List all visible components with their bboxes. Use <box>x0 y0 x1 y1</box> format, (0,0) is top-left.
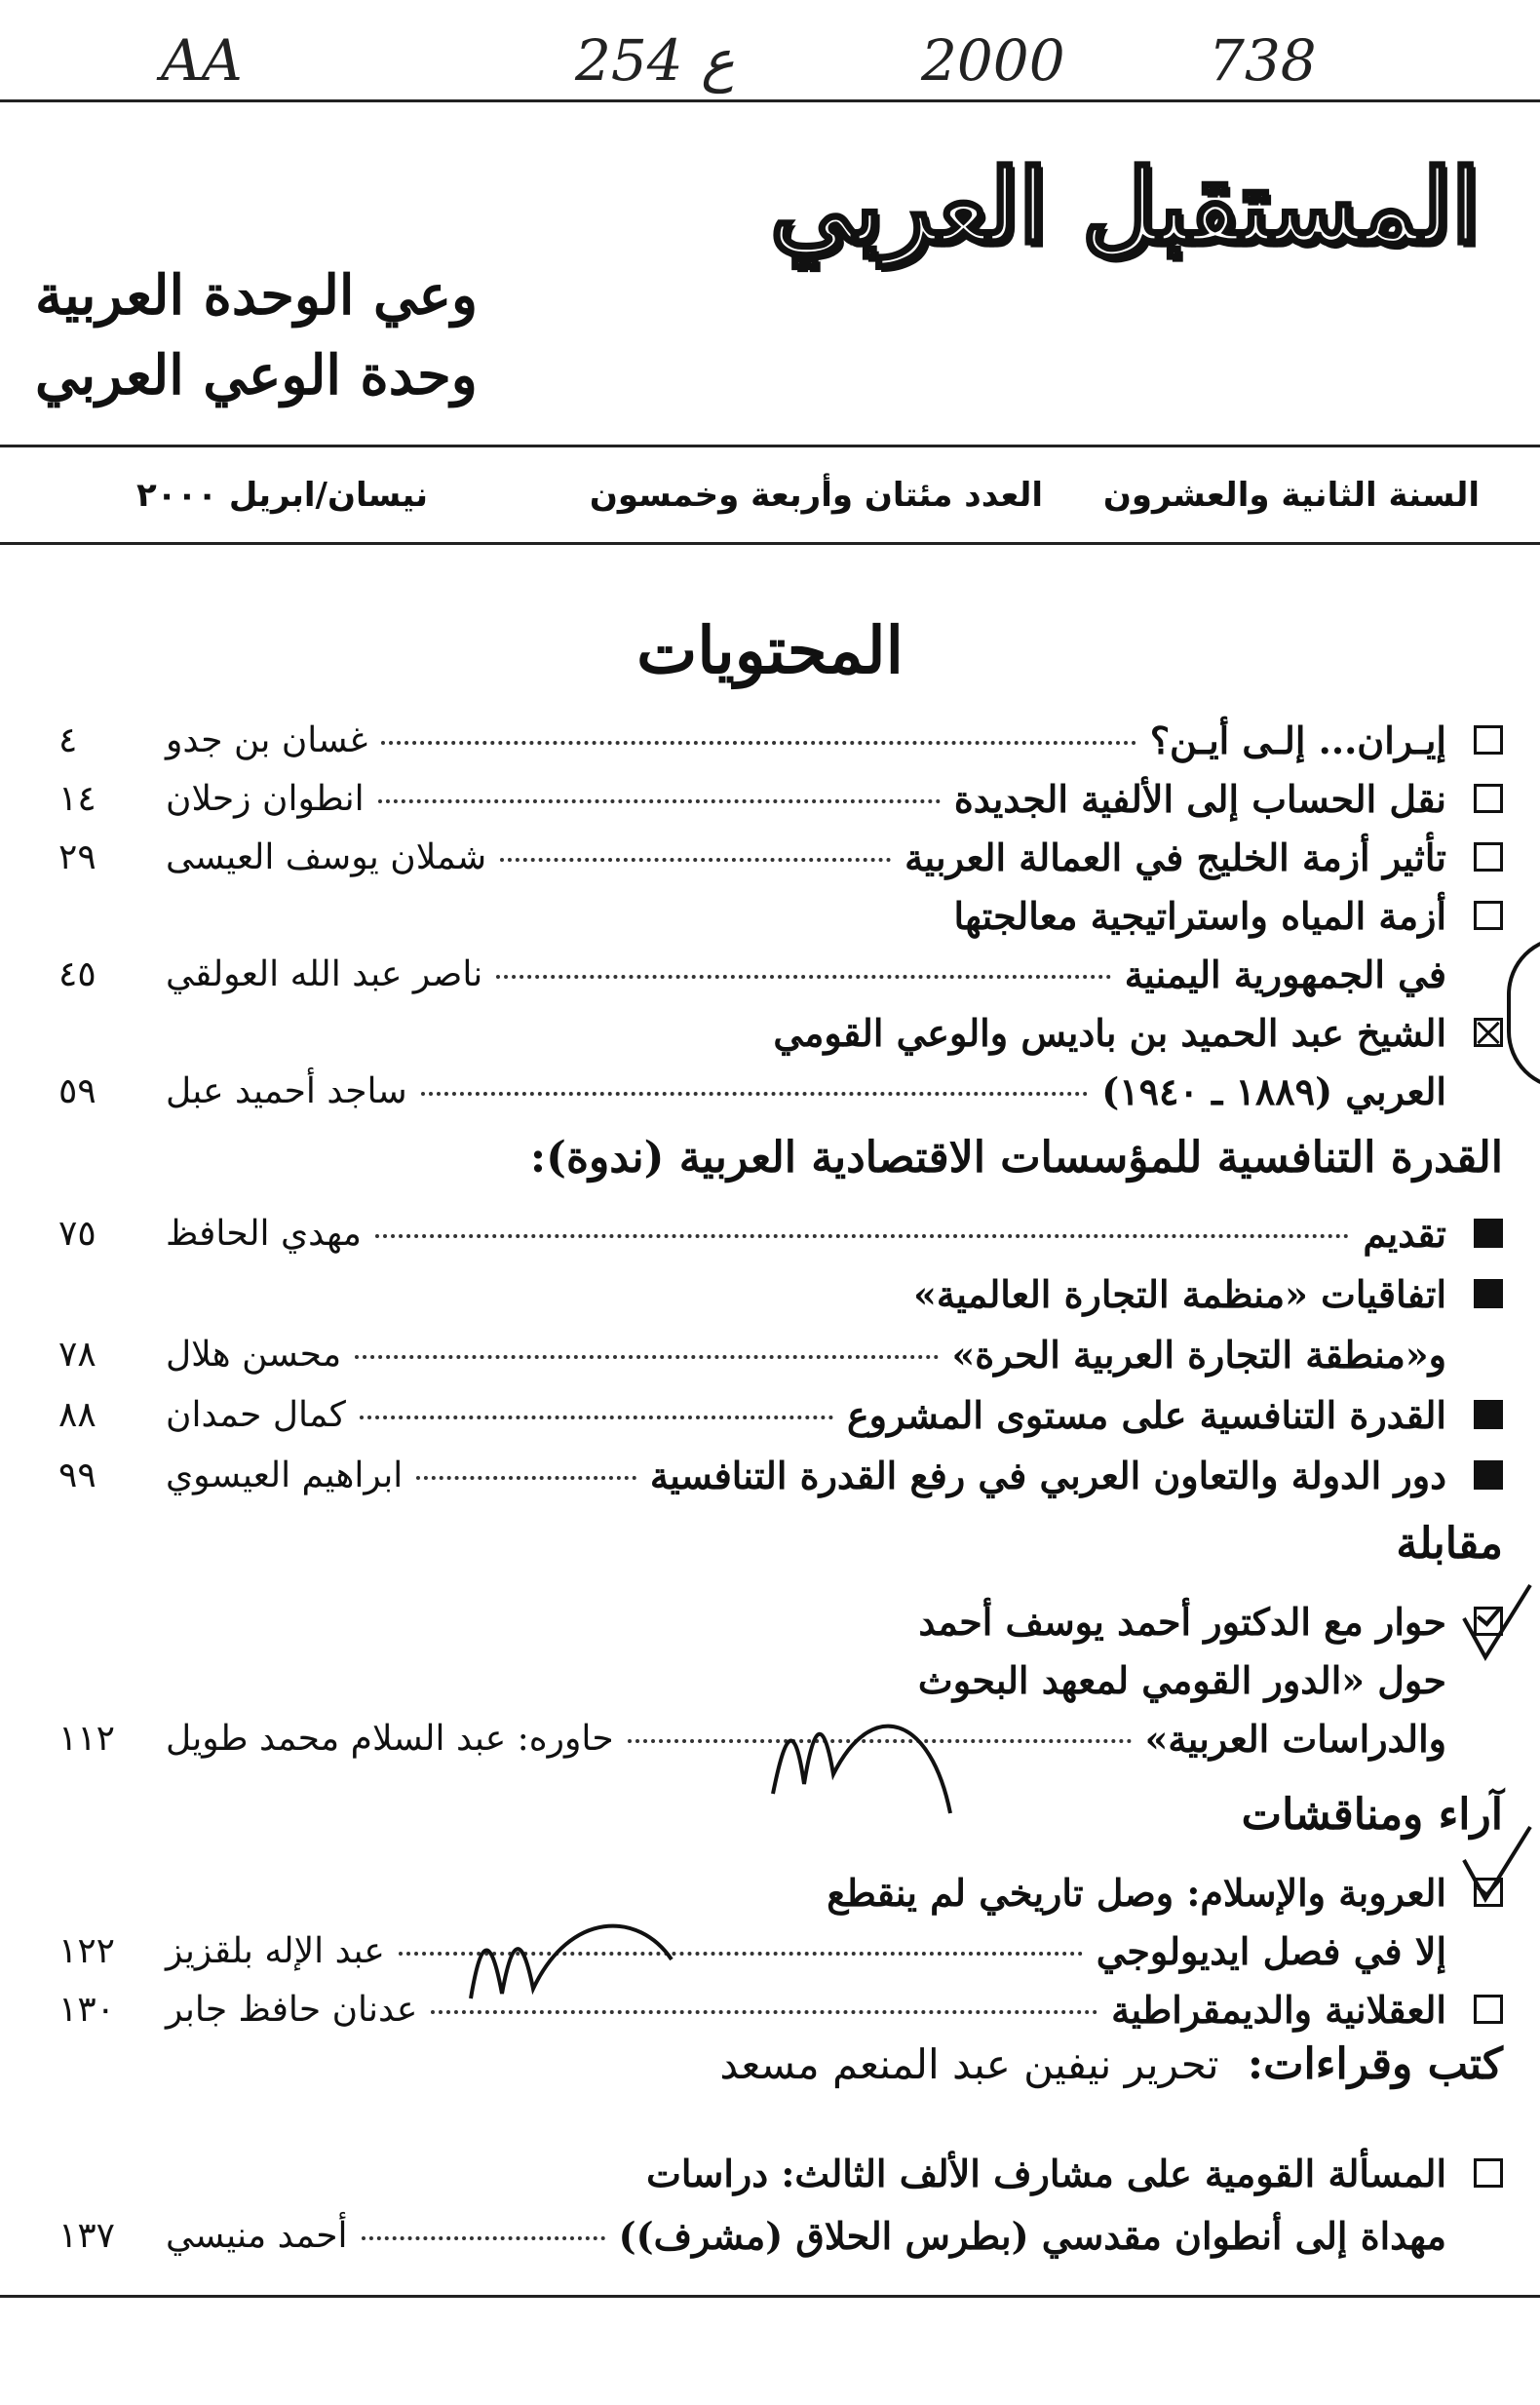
entry-author: ناصر عبد الله العولقي <box>166 954 483 994</box>
entry-title: أزمة المياه واستراتيجية معالجتها <box>953 894 1446 938</box>
dotted-leader <box>431 2010 1097 2014</box>
issue-date: نيسان/ابريل ٢٠٠٠ <box>136 476 428 515</box>
toc-entry <box>58 829 1503 887</box>
entry-title: مهداة إلى أنطوان مقدسي (بطرس الحلاق (مشرف)) <box>618 2214 1446 2258</box>
entry-title: القدرة التنافسية على مستوى المشروع <box>846 1393 1446 1437</box>
dotted-leader <box>375 1234 1349 1238</box>
entry-title: في الجمهورية اليمنية <box>1124 952 1446 996</box>
entry-author: غسان بن جدو <box>166 720 368 760</box>
dotted-leader <box>496 975 1110 979</box>
journal-masthead: المستقبل العربي <box>770 146 1480 266</box>
entry-title: العروبة والإسلام: وصل تاريخي لم ينقطع <box>827 1871 1446 1915</box>
dotted-leader <box>381 741 1136 745</box>
entry-page-number: ٨٨ <box>58 1395 96 1435</box>
handwritten-note-3: 2000 <box>921 27 1065 94</box>
toc-entry <box>58 1922 1503 1981</box>
checkbox-icon <box>1474 2158 1503 2188</box>
entry-title: حوار مع الدكتور أحمد يوسف أحمد <box>918 1600 1446 1644</box>
margin-bracket-mark <box>1507 936 1540 1090</box>
margin-check-mark-1 <box>1456 1579 1534 1667</box>
entry-title: إلا في فصل ايديولوجي <box>1096 1929 1446 1973</box>
entry-title: المسألة القومية على مشارف الألف الثالث: دراسات <box>646 2152 1446 2195</box>
handwritten-note-2: 254 ع <box>575 27 735 94</box>
entry-title: إيـران... إلـى أيـن؟ <box>1149 718 1446 762</box>
toc-entry <box>58 2145 1503 2203</box>
entry-page-number: ١٣٠ <box>58 1990 116 2030</box>
entry-author: ساجد أحميد عبل <box>166 1071 407 1111</box>
entry-title: نقل الحساب إلى الألفية الجديدة <box>953 777 1446 821</box>
entry-page-number: ١٤ <box>58 779 96 819</box>
toc-entry <box>58 1386 1503 1445</box>
issue-rule <box>0 542 1540 545</box>
entry-title: العقلانية والديمقراطية <box>1111 1988 1446 2032</box>
checkbox-icon <box>1474 784 1503 813</box>
entry-author: انطوان زحلان <box>166 779 365 819</box>
tagline-line-1: وعي الوحدة العربية <box>35 263 479 328</box>
checkbox-icon <box>1474 901 1503 930</box>
symposium-heading: القدرة التنافسية للمؤسسات الاقتصادية العربية (ندوة): <box>529 1133 1503 1183</box>
issue-number: العدد مئتان وأربعة وخمسون <box>589 476 1043 515</box>
entry-page-number: ١١٢ <box>58 1719 116 1759</box>
handwritten-signature-1 <box>765 1677 960 1823</box>
checkbox-icon <box>1474 1995 1503 2024</box>
interview-heading: مقابلة <box>1396 1519 1503 1569</box>
entry-title: العربي (١٨٨٩ ـ ١٩٤٠) <box>1101 1069 1446 1113</box>
dotted-leader <box>360 1416 833 1419</box>
checkbox-icon <box>1474 842 1503 872</box>
opinions-heading: آراء ومناقشات <box>1241 1790 1503 1840</box>
entry-page-number: ٧٥ <box>58 1214 96 1254</box>
entry-page-number: ٥٩ <box>58 1071 96 1111</box>
toc-entry <box>58 770 1503 829</box>
toc-entry <box>58 946 1503 1004</box>
entry-title: تقديم <box>1363 1212 1446 1256</box>
entry-page-number: ٤ <box>58 720 78 760</box>
toc-entry <box>58 1326 1503 1384</box>
bullet-square-icon <box>1474 1460 1503 1490</box>
handwritten-note-1: AA <box>161 27 243 94</box>
entry-title: دور الدولة والتعاون العربي في رفع القدرة التنافسية <box>649 1454 1446 1497</box>
entry-author: حاوره: عبد السلام محمد طويل <box>166 1719 614 1759</box>
bullet-square-icon <box>1474 1219 1503 1248</box>
checkbox-icon <box>1474 725 1503 755</box>
toc-entry <box>58 1981 1503 2039</box>
books-editor: تحرير نيفين عبد المنعم مسعد <box>719 2040 1219 2088</box>
books-heading-label: كتب وقراءات: <box>1247 2039 1503 2089</box>
entry-title: حول «الدور القومي لمعهد البحوث <box>917 1658 1446 1702</box>
toc-entry <box>58 1265 1503 1324</box>
entry-page-number: ٩٩ <box>58 1455 96 1495</box>
toc-entry <box>58 1004 1503 1063</box>
toc-entry <box>58 2207 1503 2266</box>
toc-entry <box>58 887 1503 946</box>
toc-entry <box>58 712 1503 770</box>
toc-entry <box>58 1447 1503 1505</box>
top-rule <box>0 99 1540 102</box>
bullet-square-icon <box>1474 1400 1503 1429</box>
dotted-leader <box>378 799 941 803</box>
bullet-square-icon <box>1474 1279 1503 1308</box>
entry-page-number: ١٢٢ <box>58 1931 116 1971</box>
margin-check-mark-2 <box>1456 1821 1534 1909</box>
toc-entry <box>58 1864 1503 1922</box>
toc-entry <box>58 1063 1503 1121</box>
dotted-leader <box>362 2236 605 2240</box>
entry-page-number: ٧٨ <box>58 1335 96 1375</box>
entry-author: ابراهيم العيسوي <box>166 1455 404 1495</box>
entry-author: شملان يوسف العيسى <box>166 837 487 877</box>
crossed-box-icon <box>1474 1018 1503 1047</box>
toc-entry <box>58 1205 1503 1263</box>
contents-heading: المحتويات <box>636 612 904 688</box>
entry-page-number: ٤٥ <box>58 954 96 994</box>
dotted-leader <box>500 858 891 862</box>
entry-author: محسن هلال <box>166 1335 342 1375</box>
dotted-leader <box>355 1355 938 1359</box>
entry-author: كمال حمدان <box>166 1395 346 1435</box>
tagline-line-2: وحدة الوعي العربي <box>35 343 478 407</box>
entry-title: الشيخ عبد الحميد بن باديس والوعي القومي <box>773 1011 1446 1055</box>
handwritten-note-4: 738 <box>1209 27 1317 94</box>
entry-author: عبد الإله بلقزيز <box>166 1931 385 1971</box>
entry-page-number: ١٣٧ <box>58 2216 116 2256</box>
masthead-rule <box>0 445 1540 447</box>
entry-page-number: ٢٩ <box>58 837 96 877</box>
bottom-rule <box>0 2295 1540 2298</box>
entry-title: تأثير أزمة الخليج في العمالة العربية <box>905 835 1446 879</box>
handwritten-signature-2 <box>463 1901 677 2008</box>
entry-title: اتفاقيات «منظمة التجارة العالمية» <box>913 1272 1446 1316</box>
issue-year: السنة الثانية والعشرون <box>1102 476 1480 515</box>
entry-title: والدراسات العربية» <box>1144 1717 1446 1761</box>
entry-author: عدنان حافظ جابر <box>166 1990 418 2030</box>
entry-title: و«منطقة التجارة العربية الحرة» <box>951 1333 1446 1377</box>
entry-author: مهدي الحافظ <box>166 1214 362 1254</box>
dotted-leader <box>421 1092 1089 1096</box>
toc-entry <box>58 1593 1503 1651</box>
dotted-leader <box>416 1476 636 1480</box>
books-heading <box>719 2039 1503 2089</box>
entry-author: أحمد منيسي <box>166 2216 348 2256</box>
